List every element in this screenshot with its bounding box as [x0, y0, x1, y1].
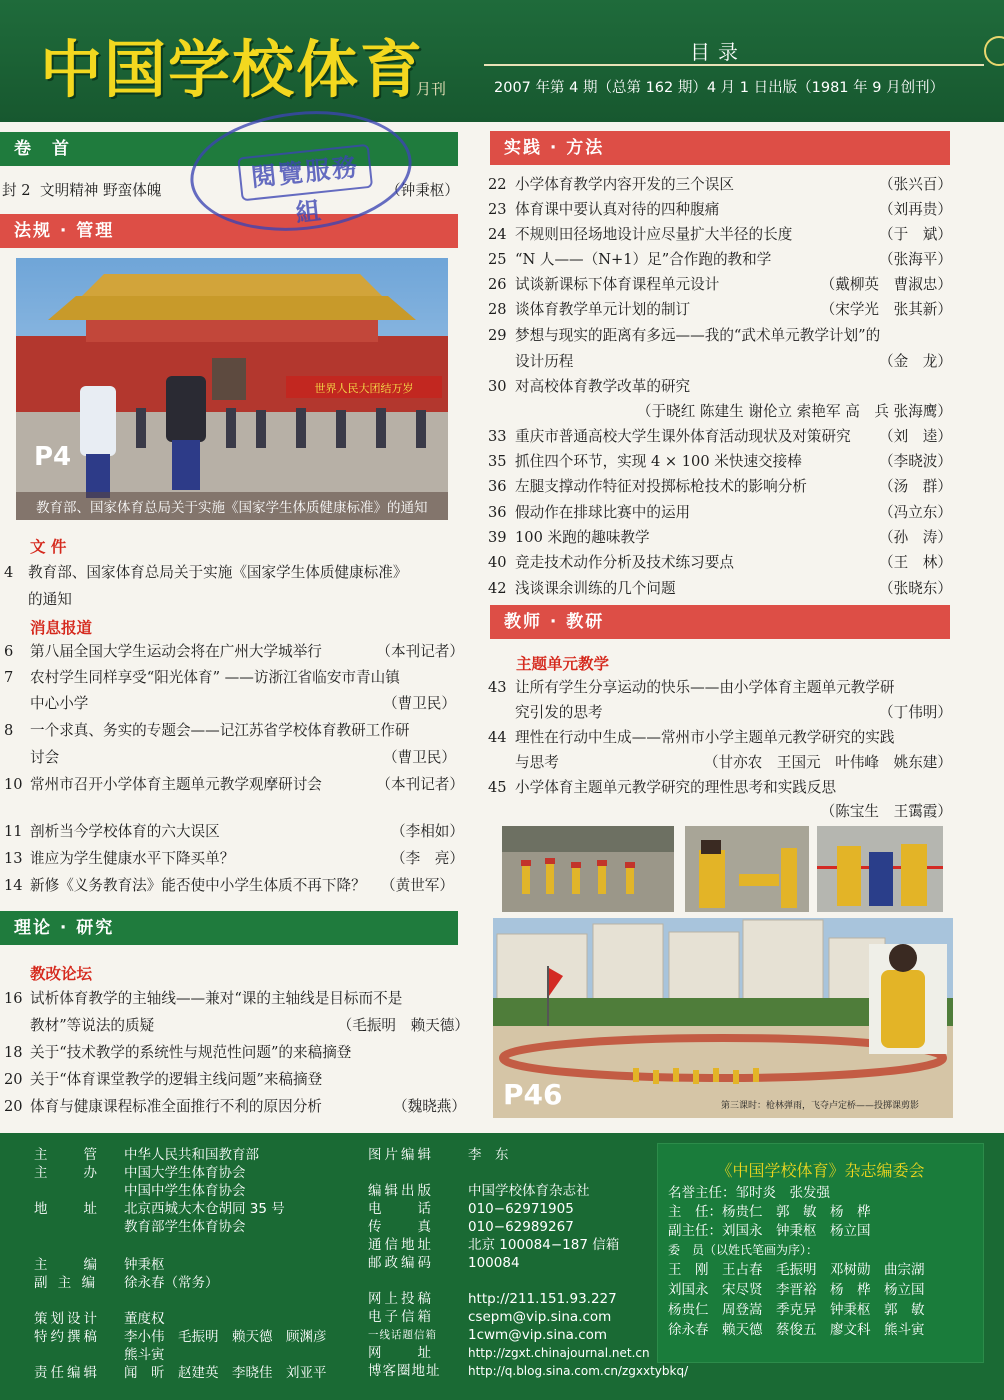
footer-value: 北京 100084−187 信箱 [468, 1237, 620, 1253]
footer-value: 徐永春（常务） [124, 1275, 219, 1291]
toc-author: （陈宝生 王霭霞） [820, 803, 952, 820]
toc-page: 20 [4, 1098, 23, 1115]
photo-thumb-2 [685, 826, 809, 912]
toc-page: 22 [488, 176, 507, 193]
contents-heading: 目录 [690, 40, 746, 64]
footer-key: 主 管 [34, 1147, 100, 1163]
toc-title[interactable]: 小学体育教学内容开发的三个误区 [515, 176, 734, 193]
footer-key: 编辑出版 [368, 1183, 434, 1199]
subsection-xiaoxi: 消息报道 [30, 619, 93, 637]
toc-title-cont[interactable]: 设计历程 [515, 353, 574, 370]
footer-value: 中国学校体育杂志社 [468, 1183, 590, 1199]
toc-author: （毛振明 赖天德） [337, 1017, 469, 1034]
toc-title[interactable]: 100 米跑的趣味教学 [515, 529, 650, 546]
toc-title[interactable]: 假动作在排球比赛中的运用 [515, 504, 691, 521]
section-fagui-heading: 法规 · 管理 [0, 214, 458, 248]
footer-key: 网上投稿 [368, 1291, 434, 1307]
subsection-zhuti: 主题单元教学 [516, 655, 610, 673]
toc-title[interactable]: 常州市召开小学体育主题单元教学观摩研讨会 [30, 776, 322, 793]
toc-author: （冯立东） [879, 504, 952, 521]
toc-title[interactable]: 重庆市普通高校大学生课外体育活动现状及对策研究 [515, 428, 851, 445]
toc-title[interactable]: 文明精神 野蛮体魄 [40, 182, 162, 199]
footer-value: 闻 昕 赵建英 李晓佳 刘亚平 [124, 1365, 327, 1381]
footer-key: 策划设计 [34, 1311, 100, 1327]
toc-page: 30 [488, 378, 507, 395]
toc-title[interactable]: 理性在行动中生成——常州市小学主题单元教学研究的实践 [515, 729, 895, 746]
subsection-jiaogai: 教改论坛 [30, 965, 93, 983]
toc-title[interactable]: 浅谈课余训练的几个问题 [515, 580, 676, 597]
photo-p46 [493, 918, 953, 1118]
footer-key: 通信地址 [368, 1237, 434, 1253]
footer-value: 熊斗寅 [124, 1347, 165, 1363]
toc-page: 43 [488, 679, 507, 696]
photo-page-tag: P4 [34, 442, 72, 472]
toc-title[interactable]: 一个求真、务实的专题会——记江苏省学校体育教研工作研 [30, 722, 410, 739]
toc-author: （李 亮） [391, 850, 464, 867]
board-row: 刘国永 宋尽贤 李晋裕 杨 桦 杨立国 [668, 1282, 925, 1298]
subsection-wenjian: 文 件 [30, 538, 67, 556]
toc-author: （宋学光 张其新） [820, 301, 952, 318]
toc-title[interactable]: 新修《义务教育法》能否使中小学生体质不再下降？ [30, 877, 366, 894]
section-jiaoshi-heading: 教师 · 教研 [490, 605, 950, 639]
toc-author: （金 龙） [879, 353, 952, 370]
toc-title-cont[interactable]: 的通知 [28, 591, 72, 608]
board-row: 名誉主任：邹时炎 张发强 [668, 1185, 830, 1201]
footer-key: 博客圈地址 [368, 1363, 441, 1379]
photo-tiananmen-art [16, 258, 448, 520]
toc-page: 29 [488, 327, 507, 344]
toc-title[interactable]: 教育部、国家体育总局关于实施《国家学生体质健康标准》 [28, 564, 408, 581]
footer-key: 主 编 [34, 1257, 100, 1273]
footer-value: 董度权 [124, 1311, 165, 1327]
toc-author: （曹卫民） [383, 749, 456, 766]
toc-author: （本刊记者） [376, 643, 464, 660]
footer-value: 010−62971905 [468, 1201, 574, 1217]
toc-page: 16 [4, 990, 23, 1007]
footer-key: 地 址 [34, 1201, 100, 1217]
toc-title[interactable]: 小学体育主题单元教学研究的理性思考和实践反思 [515, 779, 837, 796]
toc-page: 45 [488, 779, 507, 796]
photo-thumb-1-art [502, 826, 674, 912]
toc-author: （丁伟明） [879, 704, 952, 721]
toc-page: 33 [488, 428, 507, 445]
toc-author: （曹卫民） [383, 695, 456, 712]
toc-title[interactable]: 抓住四个环节，实现 4 × 100 米快速交接棒 [515, 453, 802, 470]
toc-page: 14 [4, 877, 23, 894]
toc-author: （本刊记者） [376, 776, 464, 793]
footer-key: 主 办 [34, 1165, 100, 1181]
toc-page: 23 [488, 201, 507, 218]
footer-value: 100084 [468, 1255, 520, 1271]
photo-thumb-1 [502, 826, 674, 912]
toc-author: （黄世军） [381, 877, 454, 894]
toc-author: （魏晓燕） [393, 1098, 466, 1115]
photo-thumb-3-art [817, 826, 943, 912]
toc-title[interactable]: 竞走技术动作分析及技术练习要点 [515, 554, 734, 571]
toc-page: 封 2 [2, 182, 31, 199]
toc-page: 25 [488, 251, 507, 268]
toc-author: （李相如） [391, 823, 464, 840]
toc-page: 40 [488, 554, 507, 571]
footer-value: 中国大学生体育协会 [124, 1165, 246, 1181]
toc-page: 18 [4, 1044, 23, 1061]
toc-title-cont[interactable]: 教材”等说法的质疑 [30, 1017, 155, 1034]
magazine-title: 中国学校体育 [40, 33, 425, 106]
toc-title[interactable]: 对高校体育教学改革的研究 [515, 378, 691, 395]
toc-page: 10 [4, 776, 23, 793]
toc-page: 6 [4, 643, 14, 660]
issue-info: 2007 年第 4 期（总第 162 期）4 月 1 日出版（1981 年 9 月创刊） [494, 80, 945, 96]
footer-key: 责任编辑 [34, 1365, 100, 1381]
footer-link[interactable]: http://211.151.93.227 [468, 1291, 617, 1307]
toc-author: （张兴百） [879, 176, 952, 193]
stamp-text: 閱覽服務組 [237, 144, 373, 202]
toc-title[interactable]: 关于“体育课堂教学的逻辑主线问题”来稿摘登 [30, 1071, 323, 1088]
toc-title-cont[interactable]: 与思考 [515, 754, 559, 771]
section-juanshou-heading: 卷 首 [0, 132, 458, 166]
footer-value: 中华人民共和国教育部 [124, 1147, 259, 1163]
toc-page: 35 [488, 453, 507, 470]
footer-key: 传 真 [368, 1219, 434, 1235]
photo-caption: 教育部、国家体育总局关于实施《国家学生体质健康标准》的通知 [36, 500, 428, 516]
toc-page: 24 [488, 226, 507, 243]
toc-title[interactable]: 谁应为学生健康水平下降买单？ [30, 850, 235, 867]
toc-author: （甘亦农 王国元 叶伟峰 姚东建） [703, 754, 952, 771]
board-row: 副主任：刘国永 钟秉枢 杨立国 [668, 1223, 871, 1239]
masthead [0, 0, 1004, 122]
toc-page: 39 [488, 529, 507, 546]
footer-value: 李 东 [468, 1147, 509, 1163]
footer-link[interactable]: csepm@vip.sina.com [468, 1309, 612, 1325]
footer-link[interactable]: http://zgxt.chinajournal.net.cn [468, 1346, 650, 1360]
toc-author: （张晓东） [879, 580, 952, 597]
footer-key: 一线话题信箱 [368, 1329, 437, 1341]
photo-tiananmen [16, 258, 448, 520]
toc-page: 28 [488, 301, 507, 318]
toc-title[interactable]: 试谈新课标下体育课程单元设计 [515, 276, 720, 293]
toc-author: （孙 涛） [879, 529, 952, 546]
section-shijian-heading: 实践 · 方法 [490, 131, 950, 165]
toc-title[interactable]: 让所有学生分享运动的快乐——由小学体育主题单元教学研 [515, 679, 895, 696]
board-row: 徐永春 赖天德 蔡俊五 廖文科 熊斗寅 [668, 1322, 925, 1338]
toc-title-cont[interactable]: 中心小学 [30, 695, 89, 712]
footer-value: 中国中学生体育协会 [124, 1183, 246, 1199]
toc-title[interactable]: “N 人——（N+1）足”合作跑的教和学 [515, 251, 772, 268]
footer-key: 图片编辑 [368, 1147, 434, 1163]
toc-title[interactable]: 关于“技术教学的系统性与规范性问题”的来稿摘登 [30, 1044, 352, 1061]
toc-page: 36 [488, 478, 507, 495]
toc-title[interactable]: 体育与健康课程标准全面推行不利的原因分析 [30, 1098, 322, 1115]
photo-page-tag: P46 [503, 1078, 563, 1111]
toc-page: 13 [4, 850, 23, 867]
board-row: 主 任：杨贵仁 郭 敏 杨 桦 [668, 1204, 871, 1220]
footer-key: 特约撰稿 [34, 1329, 100, 1345]
toc-title[interactable]: 梦想与现实的距离有多远——我的“武术单元教学计划”的 [515, 327, 881, 344]
toc-page: 8 [4, 722, 14, 739]
svg-text:世界人民大团结万岁: 世界人民大团结万岁 [314, 382, 414, 395]
toc-title[interactable]: 第八届全国大学生运动会将在广州大学城举行 [30, 643, 322, 660]
footer-value: 北京西城大木仓胡同 35 号 [124, 1201, 285, 1217]
photo-thumb-3 [817, 826, 943, 912]
toc-author: （汤 群） [879, 478, 952, 495]
toc-author: （于晓红 陈建生 谢伦立 索艳军 高 兵 张海鹰） [636, 403, 952, 420]
toc-page: 4 [4, 564, 14, 581]
footer-value: 李小伟 毛振明 赖天德 顾渊彦 [124, 1329, 327, 1345]
board-row: 委 员（以姓氏笔画为序）： [668, 1243, 819, 1257]
board-row: 王 刚 王占春 毛振明 邓树勋 曲宗湖 [668, 1262, 925, 1278]
header-divider [484, 64, 984, 66]
board-row: 杨贵仁 周登嵩 季克异 钟秉枢 郭 敏 [668, 1302, 925, 1318]
toc-page: 36 [488, 504, 507, 521]
editorial-board-title: 《中国学校体育》杂志编委会 [716, 1161, 925, 1180]
footer-key: 副 主 编 [34, 1275, 99, 1291]
toc-author: （张海平） [879, 251, 952, 268]
toc-page: 11 [4, 823, 23, 840]
footer-key: 电子信箱 [368, 1309, 434, 1325]
toc-title-cont[interactable]: 讨会 [30, 749, 60, 766]
toc-title[interactable]: 左腿支撑动作特征对投掷标枪技术的影响分析 [515, 478, 807, 495]
toc-title[interactable]: 体育课中要认真对待的四种腹痛 [515, 201, 720, 218]
photo-caption: 第三课时：枪林弹雨，飞夺卢定桥——投掷课剪影 [721, 1101, 920, 1111]
toc-page: 44 [488, 729, 507, 746]
toc-author: （刘 逵） [879, 428, 952, 445]
footer-value: 钟秉枢 [124, 1257, 165, 1273]
footer-key: 电 话 [368, 1201, 434, 1217]
toc-author: （刘再贵） [879, 201, 952, 218]
edge-logo-mark [984, 36, 1004, 66]
toc-title[interactable]: 谈体育教学单元计划的制订 [515, 301, 691, 318]
monthly-label: 月刊 [416, 80, 447, 98]
toc-page: 20 [4, 1071, 23, 1088]
toc-page: 7 [4, 669, 14, 686]
toc-author: （戴柳英 曹淑忠） [820, 276, 952, 293]
toc-author: （李晓波） [879, 453, 952, 470]
toc-page: 26 [488, 276, 507, 293]
toc-title[interactable]: 试析体育教学的主轴线——兼对“课的主轴线是目标而不是 [30, 990, 403, 1007]
footer-value: 教育部学生体育协会 [124, 1219, 246, 1235]
section-lilun-heading: 理论 · 研究 [0, 911, 458, 945]
footer-key: 邮政编码 [368, 1255, 434, 1271]
toc-author: （于 斌） [879, 226, 952, 243]
toc-title-cont[interactable]: 究引发的思考 [515, 704, 603, 721]
footer-link[interactable]: http://q.blog.sina.com.cn/zgxxtybkq/ [468, 1364, 689, 1378]
toc-title[interactable]: 剖析当今学校体育的六大误区 [30, 823, 220, 840]
footer-link[interactable]: 1cwm@vip.sina.com [468, 1327, 608, 1343]
toc-title[interactable]: 农村学生同样享受“阳光体育” ——访浙江省临安市青山镇 [30, 669, 400, 686]
footer-key: 网 址 [368, 1345, 434, 1361]
footer-value: 010−62989267 [468, 1219, 574, 1235]
toc-title[interactable]: 不规则田径场地设计应尽量扩大半径的长度 [515, 226, 793, 243]
toc-author: （钟秉枢） [386, 182, 459, 199]
toc-page: 42 [488, 580, 507, 597]
toc-author: （王 林） [879, 554, 952, 571]
photo-thumb-2-art [685, 826, 809, 912]
